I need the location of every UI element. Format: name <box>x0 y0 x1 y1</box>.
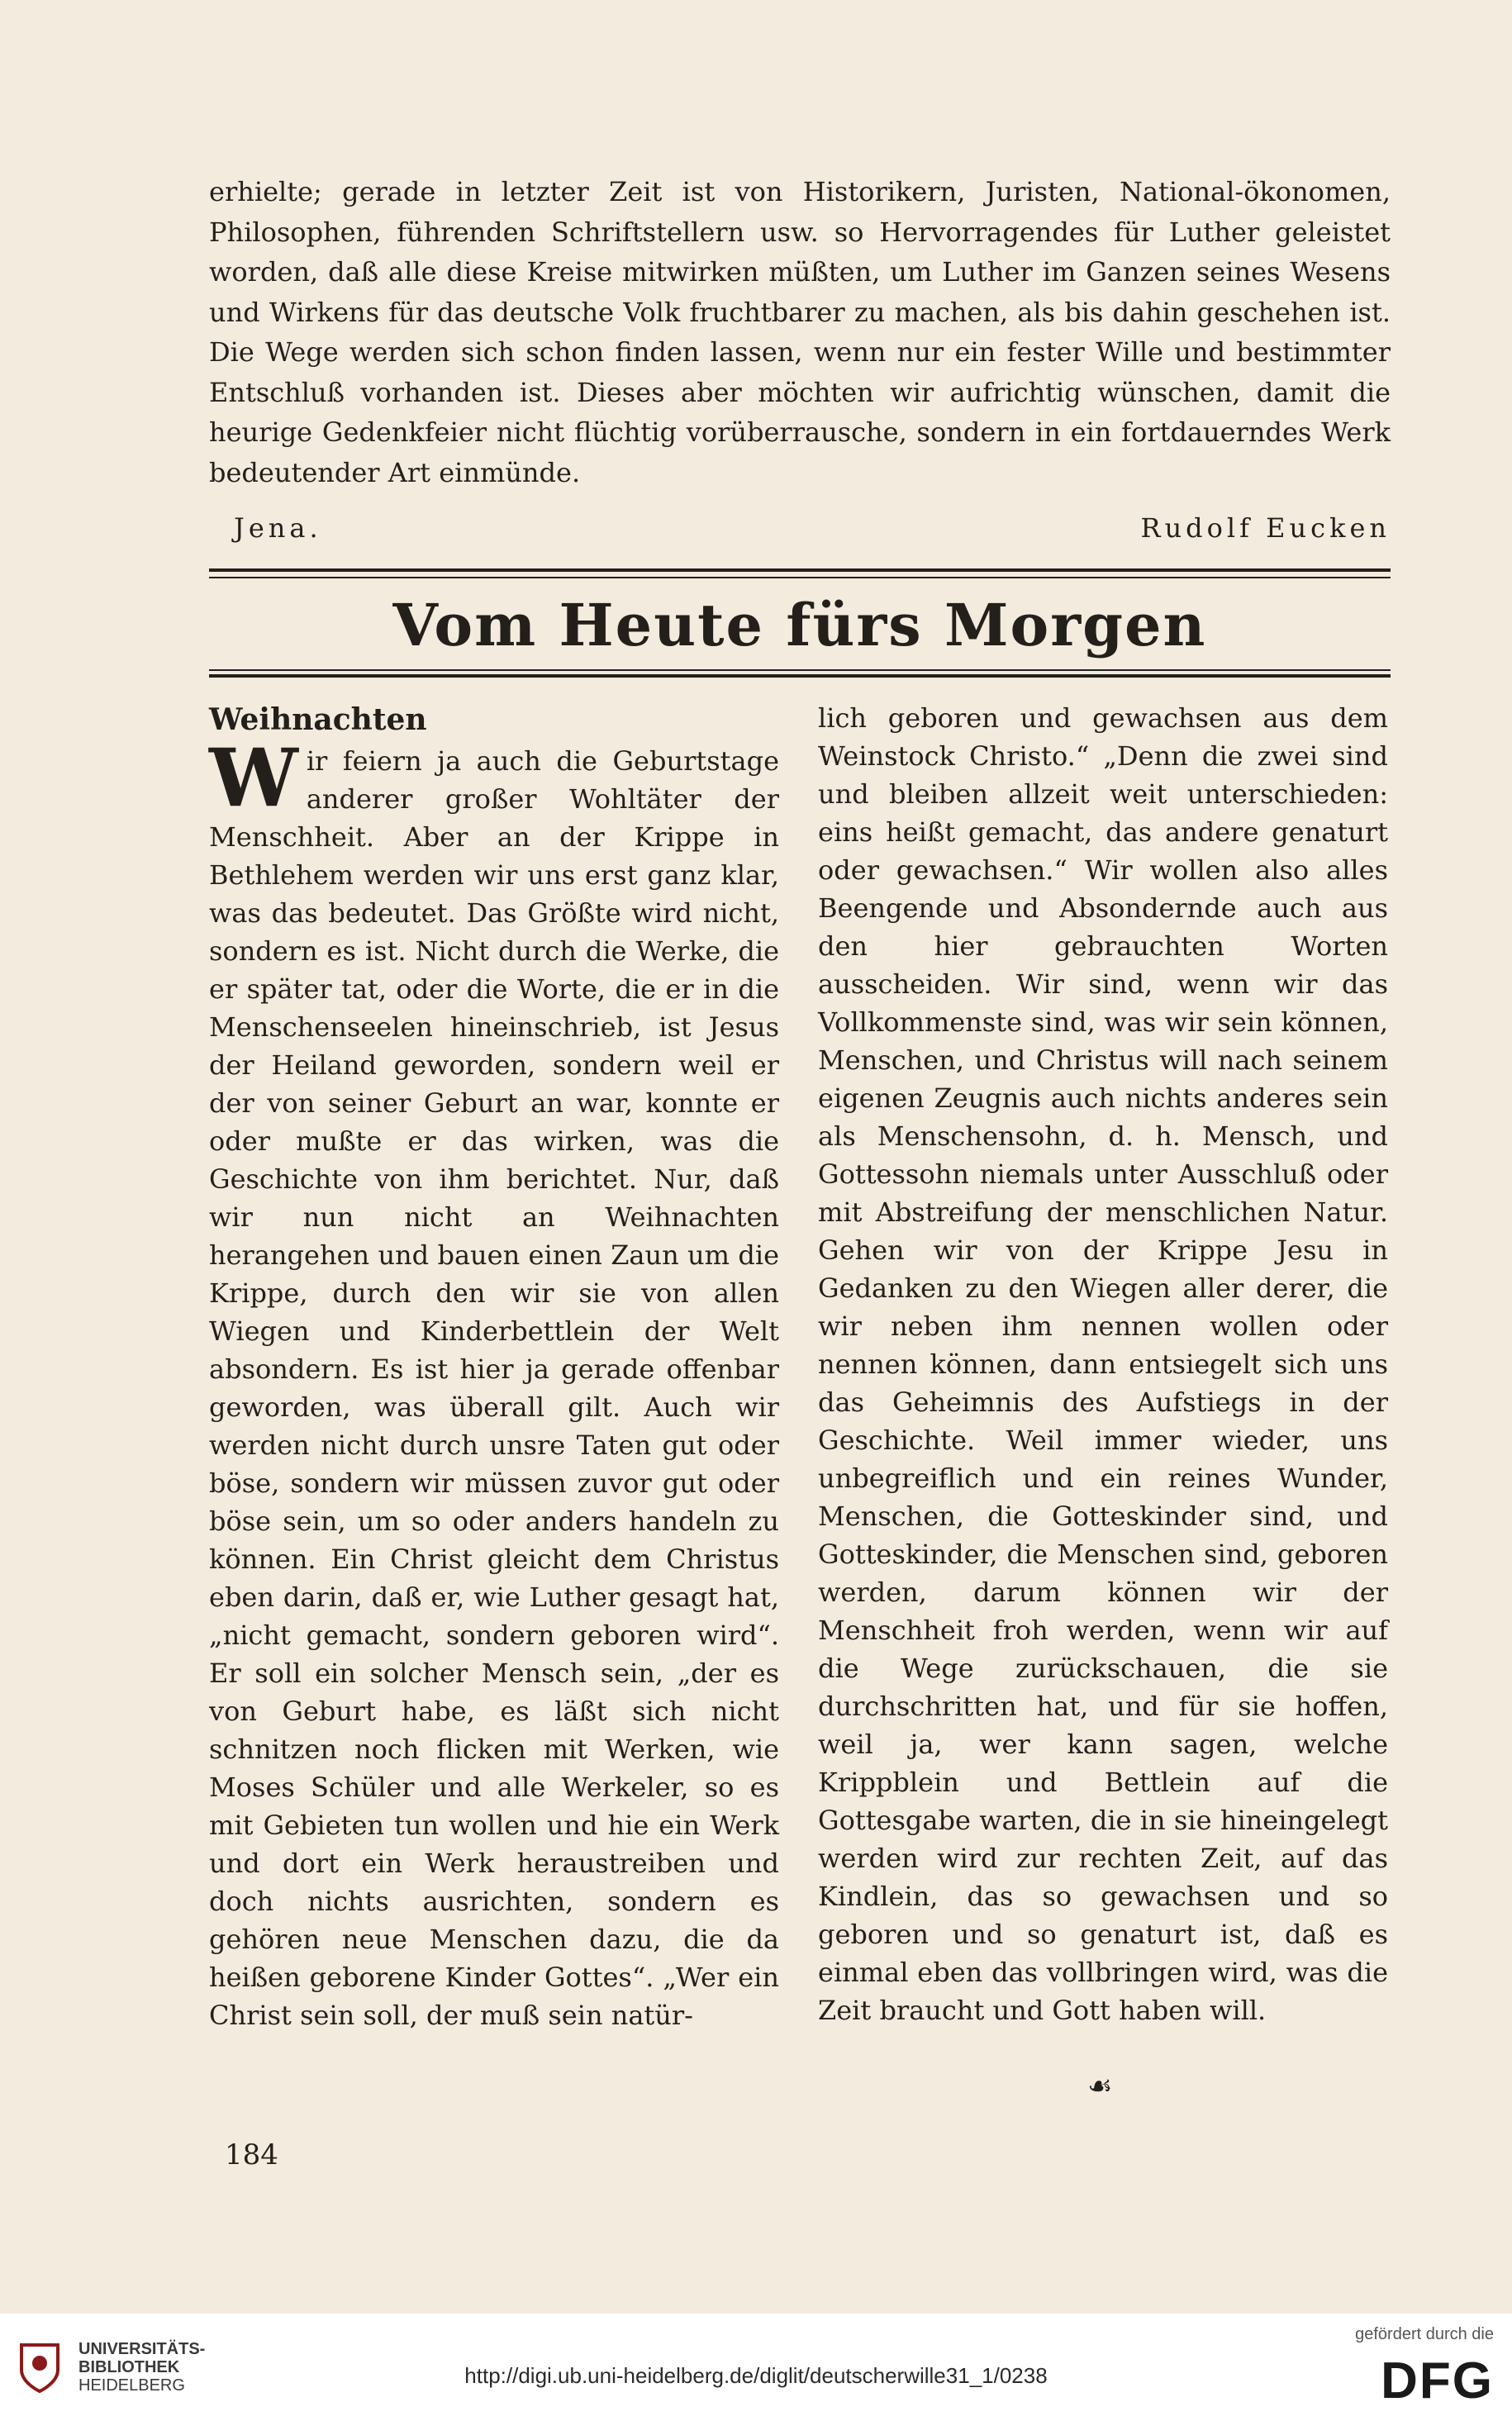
intro-paragraph <box>209 172 1391 492</box>
drop-cap: W <box>209 731 298 825</box>
uni-line-2: BIBLIOTHEK <box>78 2358 180 2376</box>
article-text-right: lich geboren und gewachsen aus dem Weinstock Christo.“ „Denn die zwei sind und bleiben allzeit weit unterschieden: eins heißt gemacht, das andere genaturt oder gewachsen.“ Wir wollen also alles Beengende und Absondernde auch aus den hier gebrauchten Worten ausscheiden. Wir sind, wenn wir das Vollkommenste sind, was wir sein können, Menschen, und Christus will nach seinem eigenen Zeugnis auch nichts anderes sein als Menschensohn, d. h. Mensch, und Gottessohn niemals unter Ausschluß oder mit Abstreifung der menschlichen Natur. Gehen wir von der Krippe Jesu in Gedanken zu den Wiegen aller derer, die wir neben ihm nennen wollen oder nennen können, dann entsiegelt sich uns das Geheimnis des Aufstiegs in der Geschichte. Weil immer wieder, uns unbegreiflich und ein reines Wunder, Menschen, die Gotteskinder sind, und Gotteskinder, die Menschen sind, geboren werden, darum können wir der Menschheit froh werden, wenn wir auf die Wege zurückschauen, die sie durchschritten hat, und für sie hoffen, weil ja, wer kann sagen, welche Krippblein und Bettlein auf die Gottesgabe warten, die in sie hineingelegt werden wird zur rechten Zeit, auf das Kindlein, das so gewachsen und so geboren und so genaturt ist, daß es einmal eben das vollbringen wird, was die Zeit braucht und Gott haben will. <box>818 702 1388 2026</box>
signature-place: Jena. <box>234 512 322 544</box>
divider-bottom-thin <box>209 669 1391 671</box>
article-column-right <box>818 699 1388 2029</box>
article-subtitle: Weihnachten <box>209 702 427 737</box>
divider-bottom-thick <box>209 674 1391 678</box>
uni-line-1: UNIVERSITÄTS- <box>78 2340 206 2358</box>
signature-author: Rudolf Eucken <box>1140 512 1391 544</box>
funded-by-label: gefördert durch die <box>1355 2325 1494 2343</box>
uni-line-3: HEIDELBERG <box>78 2376 185 2395</box>
page-number: 184 <box>225 2138 278 2171</box>
section-heading: Vom Heute fürs Morgen <box>392 591 1207 659</box>
source-url-link[interactable]: http://digi.ub.uni-heidelberg.de/diglit/deutscherwille31_1/0238 <box>464 2363 1048 2388</box>
divider-top-thick <box>209 568 1391 572</box>
dfg-logo: DFG <box>1381 2352 1494 2409</box>
intro-text: erhielte; gerade in letzter Zeit ist von Historikern, Juristen, National-ökonomen, Philosophen, führenden Schriftstellern usw. so Hervorragendes für Luther geleistet worden, daß alle diese Kreise mitwirken müßten, um Luther im Ganzen seines Wesens und Wirkens für das deutsche Volk fruchtbarer zu machen, als bis dahin geschehen ist. Die Wege werden sich schon finden lassen, wenn nur ein fester Wille und bestimmter Entschluß vorhanden ist. Dieses aber möchten wir aufrichtig wünschen, damit die heurige Gedenkfeier nicht flüchtig vorüberrausche, sondern in ein fortdauerndes Werk bedeutender Art einmünde. <box>209 176 1391 488</box>
divider-top-thin <box>209 577 1391 578</box>
fleuron-ornament-icon: ☙ <box>1087 2070 1113 2103</box>
article-text-left <box>209 731 779 2034</box>
left-column-text: ir feiern ja auch die Geburtstage anderer großer Wohltäter der Menschheit. Aber an der Krippe in Bethlehem werden wir uns erst ganz klar, was das bedeutet. Das Größte wird nicht, sondern es ist. Nicht durch die Werke, die er später tat, oder die Worte, die er in die Menschenseelen hineinschrieb, ist Jesus der Heiland geworden, sondern weil er der von seiner Geburt an war, konnte er oder mußte er das wirken, was die Geschichte von ihm berichtet. Nur, daß wir nun nicht an Weihnachten herangehen und bauen einen Zaun um die Krippe, durch den wir sie von allen Wiegen und Kinderbettlein der Welt absondern. Es ist hier ja gerade offenbar geworden, was überall gilt. Auch wir werden nicht durch unsre Taten gut oder böse, sondern wir müssen zuvor gut oder böse sein, um so oder anders handeln zu können. Ein Christ gleicht dem Christus eben darin, daß er, wie Luther gesagt hat, „nicht gemacht, sondern geboren wird“. Er soll ein solcher Mensch sein, „der es von Geburt habe, es läßt sich nicht schnitzen noch flicken mit Werken, wie Moses Schüler und alle Werkeler, so es mit Gebieten tun wollen und hie ein Werk und dort ein Werk heraustreiben und doch nichts ausrichten, sondern es gehören neue Menschen dazu, die da heißen geborene Kinder Gottes“. „Wer ein Christ sein soll, der muß sein natür- <box>209 745 779 2031</box>
viewer-footer <box>0 2314 1512 2421</box>
article-column-left <box>209 699 779 2034</box>
